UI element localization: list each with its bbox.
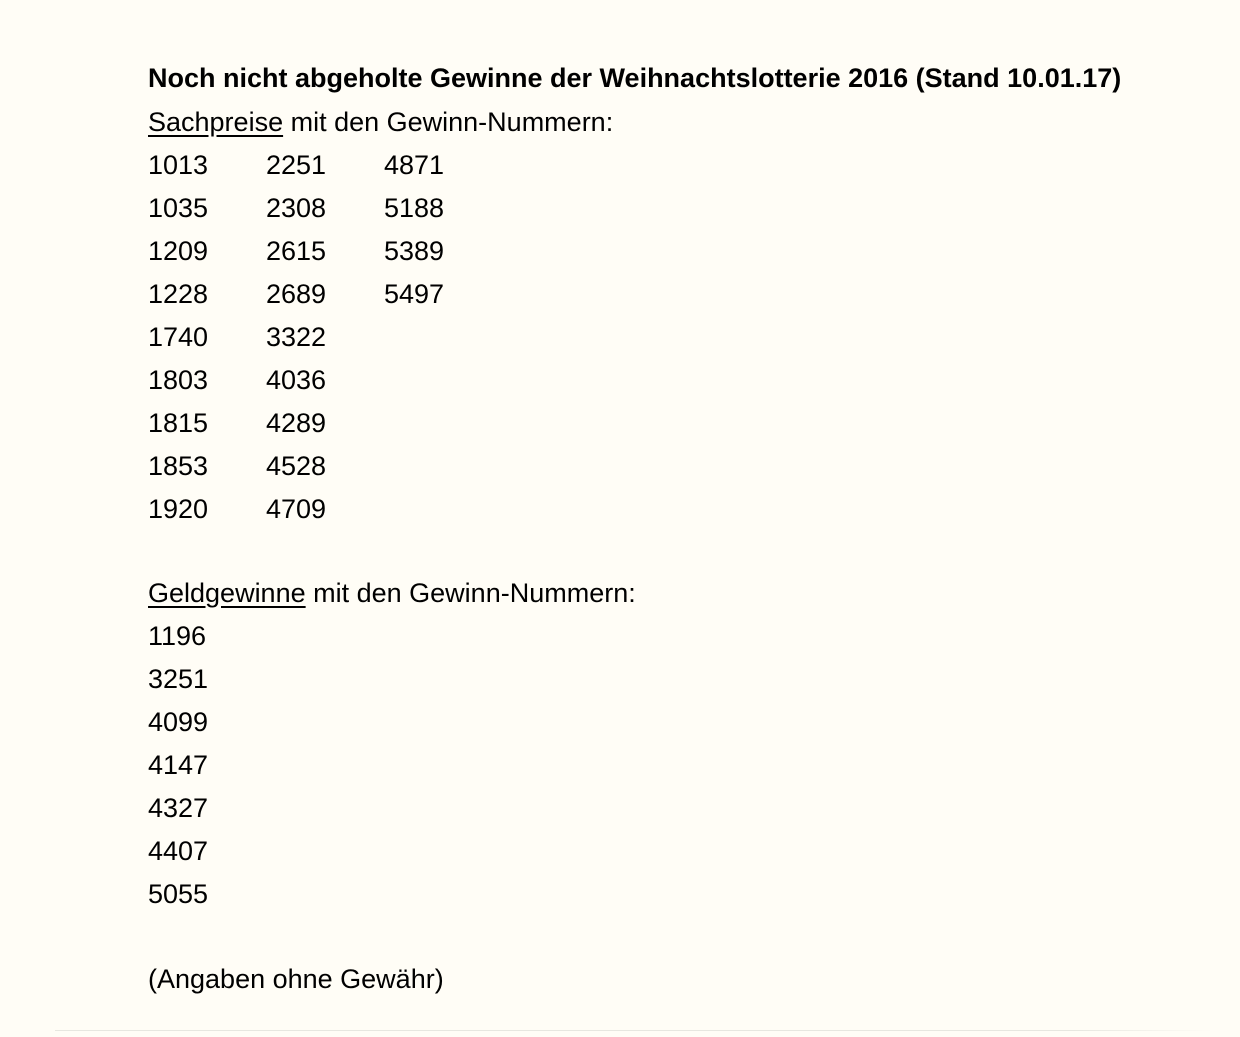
table-row [148, 230, 1121, 273]
table-row [148, 316, 1121, 359]
prize-number: 4036 [266, 365, 327, 395]
geldgewinne-number-list [148, 615, 1121, 916]
geldgewinne-heading-underlined: Geldgewinne [148, 578, 306, 608]
table-row [148, 873, 1121, 916]
table-row [148, 144, 1121, 187]
prize-number: 1035 [148, 193, 209, 223]
document-content [148, 57, 1121, 1001]
prize-number: 1228 [148, 279, 209, 309]
table-row [148, 359, 1121, 402]
sachpreise-heading-underlined: Sachpreise [148, 107, 284, 137]
prize-number: 2251 [266, 150, 327, 180]
prize-number: 3251 [148, 664, 209, 694]
prize-number: 2308 [266, 193, 327, 223]
table-row [148, 830, 1121, 873]
table-row [148, 187, 1121, 230]
prize-number: 4407 [148, 836, 209, 866]
prize-number: 5188 [384, 193, 445, 223]
page-edge-divider [55, 1030, 1212, 1031]
prize-number: 4709 [266, 494, 327, 524]
prize-number: 5389 [384, 236, 445, 266]
table-row [148, 658, 1121, 701]
prize-number: 5055 [148, 879, 209, 909]
prize-number: 5497 [384, 279, 445, 309]
table-row [148, 402, 1121, 445]
table-row [148, 744, 1121, 787]
prize-number: 4289 [266, 408, 327, 438]
table-row [148, 701, 1121, 744]
table-row [148, 488, 1121, 531]
prize-number: 4147 [148, 750, 209, 780]
sachpreise-heading-rest: mit den Gewinn-Nummern: [283, 107, 614, 137]
prize-number: 1853 [148, 451, 209, 481]
geldgewinne-heading [148, 572, 1121, 615]
prize-number: 1803 [148, 365, 209, 395]
prize-number: 2689 [266, 279, 327, 309]
prize-number: 1196 [148, 621, 207, 651]
prize-number: 4099 [148, 707, 209, 737]
disclaimer-note: (Angaben ohne Gewähr) [148, 964, 444, 994]
sachpreise-number-list [148, 144, 1121, 531]
prize-number: 1815 [148, 408, 209, 438]
prize-number: 4528 [266, 451, 327, 481]
prize-number: 1013 [148, 150, 209, 180]
prize-number: 4871 [384, 150, 445, 180]
geldgewinne-heading-rest: mit den Gewinn-Nummern: [305, 578, 636, 608]
table-row [148, 615, 1121, 658]
prize-number: 1920 [148, 494, 209, 524]
prize-number: 3322 [266, 322, 327, 352]
geldgewinne-section [148, 572, 1121, 916]
table-row [148, 273, 1121, 316]
prize-number: 2615 [266, 236, 327, 266]
table-row [148, 787, 1121, 830]
page-title: Noch nicht abgeholte Gewinne der Weihnachtslotterie 2016 (Stand 10.01.17) [148, 63, 1122, 93]
prize-number: 1209 [148, 236, 209, 266]
prize-number: 1740 [148, 322, 209, 352]
prize-number: 4327 [148, 793, 209, 823]
sachpreise-heading [148, 101, 1121, 144]
table-row [148, 445, 1121, 488]
